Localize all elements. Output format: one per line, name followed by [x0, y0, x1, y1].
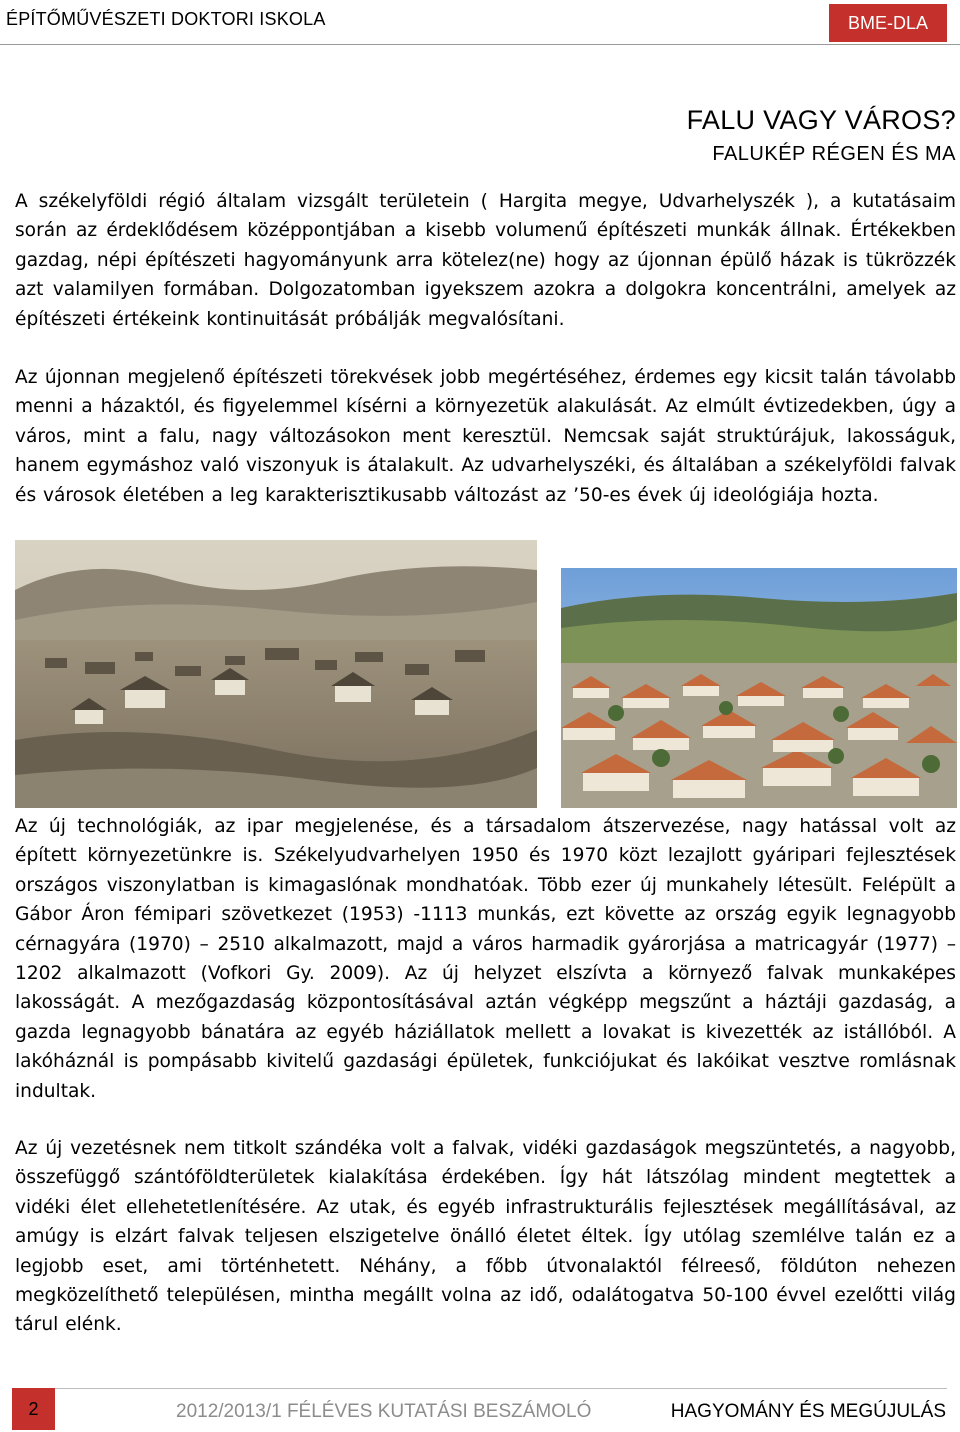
- paragraph-villages: Az új vezetésnek nem titkolt szándéka volt a falvak, vidéki gazdaságok megszüntetés, a nagyobb, összefüggő szántóföldterületek kialakítása érdekében. Így hát látszólag mindent megtettek a vidéki élet ellehetetlenítésére. Az utak, és egyéb infrastrukturális fejlesztések megállításával, az amúgy is elzárt falvak teljesen elszigetelve önálló életet éltek. Így utólag szemlélve talán ez a legjobb eset, ami történhetett. Néhány, a főbb útvonalaktól félreeső, földúton nehezen megközelíthető településen, mintha megállt volna az idő, odalátogatva 50-100 évvel ezelőtti világ tárul elénk.: [15, 1138, 956, 1336]
- header-divider: [0, 44, 960, 45]
- footer-topic: HAGYOMÁNY ÉS MEGÚJULÁS: [670, 1401, 946, 1422]
- page-title: FALU VAGY VÁROS?: [686, 105, 956, 135]
- historic-town-photo: [15, 540, 537, 808]
- footer-report-title: 2012/2013/1 FÉLÉVES KUTATÁSI BESZÁMOLÓ: [176, 1401, 592, 1422]
- paragraph-context: Az újonnan megjelenő építészeti törekvések jobb megértéséhez, érdemes egy kicsit talán távolabb menni a házaktól, és figyelemmel kísérni a környezetük alakulását. Az elmúlt évtizedekben, úgy a város, mint a falu, nagy változásokon ment keresztül. Nemcsak saját struktúrájuk, lakosságuk, hanem egymáshoz való viszonyuk is átalakult. Az udvarhelyszéki, és általában a székelyföldi falvak és városok életében a leg karakterisztikusabb változást az ’50-es évek új ideológiája hozta.: [15, 367, 956, 506]
- header-school-name: ÉPÍTŐMŰVÉSZETI DOKTORI ISKOLA: [6, 9, 326, 29]
- page-number: 2: [12, 1388, 55, 1430]
- paragraph-industry: Az új technológiák, az ipar megjelenése, és a társadalom átszervezése, nagy hatással volt az épített környezetünkre is. Székelyudvarhelyen 1950 és 1970 közt lezajlott gyáripari fejlesztések országos viszonylatban is kimagaslónak mondhatóak. Több ezer új munkahely létesült. Felépült a Gábor Áron fémipari szövetkezet (1953) -1113 munkás, ezt követte az ország egyik legnagyobb cérnagyára (1970) – 2510 alkalmazott, majd a város harmadik gyárorjása a matricagyár (1977) – 1202 alkalmazott (Vofkori Gy. 2009). Az új helyzet elszívta a környező falvak munkaképes lakosságát. A mezőgazdaság központosításával aztán végképp megszűnt a háztáji gazdaság, a gazda legnagyobb bánatára az egyéb háziállatok mellett a lovakat is kivezették az istállóból. A lakóháznál is pompásabb kivitelű gazdasági épületek, funkciójukat és lakóikat vesztve romlásnak indultak.: [15, 816, 956, 1102]
- modern-town-photo: [561, 568, 957, 808]
- paragraph-intro: A székelyföldi régió általam vizsgált területein ( Hargita megye, Udvarhelyszék ), a kutatásaim során az érdeklődésem középpontjában a kisebb volumenű építészeti munkák állnak. Értékekben gazdag, népi építészeti hagyományunk arra kötelez(ne) hogy az újonnan épülő házak is tükrözzék azt valamilyen formában. Dolgozatomban igyekszem azokra a dolgokra koncentrálni, amelyek az építészeti értékeink kontinuitását próbálják megvalósítani.: [15, 191, 956, 330]
- header-badge: BME-DLA: [829, 4, 947, 42]
- page-subtitle: FALUKÉP RÉGEN ÉS MA: [712, 143, 956, 165]
- footer-divider: [55, 1388, 947, 1389]
